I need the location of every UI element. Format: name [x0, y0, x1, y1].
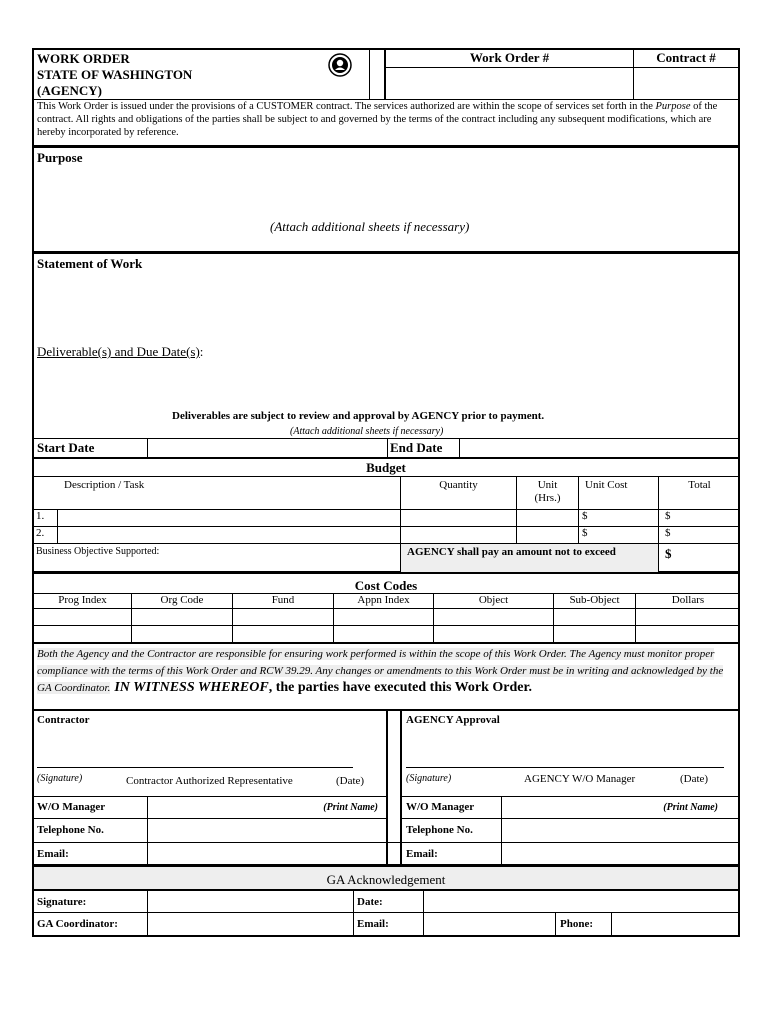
cost-codes-section — [32, 572, 740, 644]
intro-text — [32, 99, 740, 145]
ga-coordinator-row — [34, 913, 740, 937]
budget-col-qty: Quantity — [401, 477, 517, 509]
start-date-label: Start Date — [34, 439, 148, 457]
not-to-exceed-field[interactable]: $ — [665, 546, 672, 561]
terms-rest: , the parties have executed this Work Order. — [268, 680, 532, 695]
intro-italic: Purpose — [655, 101, 691, 112]
contractor-label: Contractor — [37, 714, 90, 726]
contract-number-field[interactable] — [634, 68, 738, 100]
title-line-1: WORK ORDER — [37, 51, 130, 66]
deliverables-text: Deliverable(s) and Due Date(s) — [37, 344, 200, 359]
signature-divider — [386, 711, 402, 866]
statement-section[interactable] — [32, 252, 740, 439]
cost-codes-title: Cost Codes — [34, 574, 738, 594]
ga-coordinator-field[interactable] — [148, 913, 354, 937]
budget-row-2-num: 2. — [34, 527, 58, 543]
cc-row-2-sub-object[interactable] — [554, 626, 636, 644]
deliverables-colon: : — [199, 344, 204, 359]
budget-row-2-total[interactable]: $ — [665, 527, 671, 539]
contractor-signature-line[interactable] — [37, 767, 353, 768]
business-objective-field[interactable] — [34, 544, 401, 572]
work-order-number-field[interactable] — [386, 68, 633, 100]
header-gap — [370, 48, 385, 100]
ga-email-field[interactable] — [424, 913, 556, 937]
agency-signature-label: (Signature) — [406, 773, 452, 784]
title-line-2: STATE OF WASHINGTON — [37, 67, 193, 82]
budget-row-2-desc[interactable] — [58, 527, 401, 543]
signature-section — [32, 709, 740, 866]
contractor-wo-manager-field[interactable] — [148, 797, 386, 818]
cc-col-sub-object: Sub-Object — [554, 594, 636, 609]
contractor-signature-label: (Signature) — [37, 773, 83, 784]
agency-telephone-row — [402, 818, 740, 842]
contractor-wo-manager-row — [34, 796, 386, 818]
ga-phone-field[interactable] — [612, 913, 740, 937]
review-note: Deliverables are subject to review and approval by AGENCY prior to payment. — [172, 410, 545, 422]
cost-codes-grid — [34, 594, 740, 644]
cc-row-2-org-code[interactable] — [132, 626, 233, 644]
work-order-number-box — [384, 48, 634, 100]
agency-telephone-label: Telephone No. — [402, 819, 502, 842]
agency-wo-manager-field[interactable] — [502, 797, 740, 818]
agency-email-row — [402, 842, 740, 866]
contractor-date-label: (Date) — [336, 775, 365, 787]
agency-signature-line[interactable] — [406, 767, 724, 768]
ga-title: GA Acknowledgement — [34, 867, 738, 891]
cc-row-1-dollars[interactable] — [636, 609, 740, 626]
cc-row-1-fund[interactable] — [233, 609, 334, 626]
budget-row-2-unit-cost[interactable]: $ — [579, 527, 659, 543]
deliverables-label — [37, 344, 203, 360]
contractor-telephone-row — [34, 818, 386, 842]
end-date-label: End Date — [388, 439, 460, 457]
budget-col-unit-cost: Unit Cost — [579, 477, 659, 509]
agency-print-name: (Print Name) — [663, 802, 718, 813]
agency-telephone-field[interactable] — [502, 819, 740, 842]
cc-row-1-prog-index[interactable] — [34, 609, 132, 626]
ga-section — [32, 865, 740, 937]
budget-col-desc — [34, 477, 401, 509]
cc-row-1-org-code[interactable] — [132, 609, 233, 626]
terms-witness: IN WITNESS WHEREOF — [114, 680, 269, 695]
contract-number-label: Contract # — [634, 50, 738, 68]
cc-col-fund: Fund — [233, 594, 334, 609]
budget-row-1-unit-cost[interactable]: $ — [579, 510, 659, 526]
cc-row-2-dollars[interactable] — [636, 626, 740, 644]
contractor-wo-manager-label: W/O Manager — [34, 797, 148, 818]
purpose-label: Purpose — [37, 150, 83, 165]
agency-wo-manager-row — [402, 796, 740, 818]
purpose-section[interactable] — [32, 145, 740, 253]
ga-coordinator-label: GA Coordinator: — [34, 913, 148, 937]
ga-signature-label: Signature: — [34, 891, 148, 912]
cc-col-org-code: Org Code — [132, 594, 233, 609]
contractor-email-field[interactable] — [148, 843, 386, 866]
contract-number-box — [633, 48, 740, 100]
cc-row-2-appn-index[interactable] — [334, 626, 434, 644]
cc-row-1-sub-object[interactable] — [554, 609, 636, 626]
agency-rep-label: AGENCY W/O Manager — [524, 773, 636, 785]
ga-signature-field[interactable] — [148, 891, 354, 912]
budget-row-1-qty[interactable] — [401, 510, 517, 526]
ga-email-label: Email: — [354, 913, 424, 937]
budget-row-1-desc[interactable] — [58, 510, 401, 526]
agency-label: AGENCY Approval — [406, 714, 500, 726]
budget-title: Budget — [34, 459, 738, 477]
not-to-exceed-label: AGENCY shall pay an amount not to exceed — [401, 544, 659, 572]
agency-email-field[interactable] — [502, 843, 740, 866]
budget-row-1-unit[interactable] — [517, 510, 579, 526]
terms-text — [32, 644, 740, 710]
contractor-block — [34, 711, 386, 866]
start-date-field[interactable] — [148, 439, 388, 457]
ga-date-label: Date: — [354, 891, 424, 912]
budget-row-1 — [34, 509, 740, 526]
budget-row-2 — [34, 526, 740, 543]
budget-col-unit: Unit (Hrs.) — [517, 477, 579, 509]
cc-row-2-fund[interactable] — [233, 626, 334, 644]
budget-objective-row — [34, 543, 740, 572]
budget-row-1-num: 1. — [34, 510, 58, 526]
contractor-rep-label: Contractor Authorized Representative — [126, 775, 293, 787]
cc-row-1-object[interactable] — [434, 609, 554, 626]
budget-row-2-qty[interactable] — [401, 527, 517, 543]
terms-italic: Both the Agency and the Contractor are responsible for ensuring work performed is within the scope of this Work Order. The Agency must monitor proper compliance with the terms of this Work Order and RCW 39.29. Any changes or amendments to this Work Order must be in writing and acknowledged by the GA Coordinator. — [37, 648, 724, 694]
cc-row-2-object[interactable] — [434, 626, 554, 644]
cc-col-prog-index: Prog Index — [34, 594, 132, 609]
ga-signature-row — [34, 891, 740, 913]
statement-label: Statement of Work — [37, 256, 143, 271]
cc-row-2-prog-index[interactable] — [34, 626, 132, 644]
intro-part-2: of the contract. All rights and obligations of the parties shall be subject to and governed by the terms of the contract including any subsequent modifications, which are hereby incorporated by reference. — [37, 101, 718, 138]
business-objective-label: Business Objective Supported: — [36, 546, 160, 557]
ga-phone-label: Phone: — [556, 913, 612, 937]
contractor-telephone-field[interactable] — [148, 819, 386, 842]
cc-col-appn-index: Appn Index — [334, 594, 434, 609]
intro-part-1: This Work Order is issued under the provisions of a CUSTOMER contract. The services authorized are within the scope of services set forth in the — [37, 101, 656, 112]
contractor-print-name: (Print Name) — [323, 802, 378, 813]
agency-date-label: (Date) — [680, 773, 709, 785]
contractor-telephone-label: Telephone No. — [34, 819, 148, 842]
ga-date-field[interactable] — [424, 891, 740, 912]
work-order-number-label: Work Order # — [386, 50, 633, 68]
agency-email-label: Email: — [402, 843, 502, 866]
end-date-field[interactable] — [460, 439, 740, 457]
title-line-3: (AGENCY) — [37, 83, 102, 98]
agency-block — [402, 711, 740, 866]
header-title-box — [32, 48, 370, 100]
purpose-attach-note: (Attach additional sheets if necessary) — [270, 219, 470, 234]
statement-attach-note: (Attach additional sheets if necessary) — [290, 426, 444, 437]
cc-col-dollars: Dollars — [636, 594, 740, 609]
agency-wo-manager-label: W/O Manager — [402, 797, 502, 818]
budget-section — [32, 458, 740, 573]
budget-col-total: Total — [688, 479, 711, 491]
cc-col-object: Object — [434, 594, 554, 609]
contractor-email-label: Email: — [34, 843, 148, 866]
contractor-email-row — [34, 842, 386, 866]
state-seal-icon — [328, 53, 352, 77]
dates-row — [32, 438, 740, 459]
budget-col-desc-label: Description / Task — [64, 479, 145, 491]
cc-row-1-appn-index[interactable] — [334, 609, 434, 626]
budget-row-1-total[interactable]: $ — [665, 510, 671, 522]
budget-row-2-unit[interactable] — [517, 527, 579, 543]
